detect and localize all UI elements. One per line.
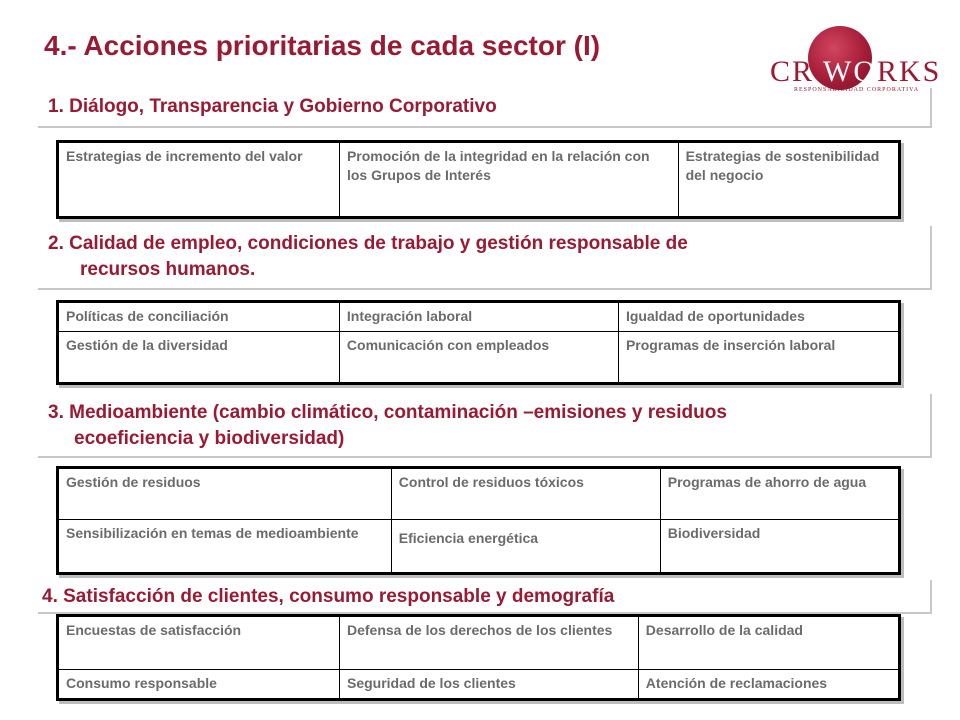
table-cell: Programas de ahorro de agua <box>660 468 899 520</box>
table-cell: Biodiversidad <box>660 520 899 574</box>
table-cell: Desarrollo de la calidad <box>638 616 899 670</box>
table-cell: Gestión de residuos <box>58 468 392 520</box>
table-cell: Integración laboral <box>339 302 618 332</box>
section-2-heading: 2. Calidad de empleo, condiciones de trabajo y gestión responsable de recursos humanos. <box>48 233 688 280</box>
table-cell: Seguridad de los clientes <box>339 670 638 700</box>
table-row <box>58 520 900 574</box>
section-1-table <box>56 140 901 219</box>
table-cell: Comunicación con empleados <box>339 332 618 384</box>
table-cell: Programas de inserción laboral <box>618 332 899 384</box>
table-cell: Sensibilización en temas de medioambiente <box>58 520 392 574</box>
table-row <box>58 670 900 700</box>
table-cell: Encuestas de satisfacción <box>58 616 340 670</box>
table-cell: Igualdad de oportunidades <box>618 302 899 332</box>
section-4-table <box>56 614 901 701</box>
section-3-heading: 3. Medioambiente (cambio climático, contaminación –emisiones y residuos ecoeficiencia y biodiversidad) <box>48 402 727 449</box>
table-row <box>58 142 900 218</box>
table-row <box>58 468 900 520</box>
table-cell: Estrategias de sostenibilidad del negocio <box>678 142 899 218</box>
table-row <box>58 616 900 670</box>
section-4-heading: 4. Satisfacción de clientes, consumo responsable y demografía <box>42 586 615 607</box>
table-row <box>58 332 900 384</box>
table-cell: Control de residuos tóxicos <box>391 468 660 520</box>
table-cell: Políticas de conciliación <box>58 302 340 332</box>
logo-tagline: RESPONSABILIDAD CORPORATIVA <box>794 87 920 93</box>
table-row <box>58 302 900 332</box>
table-cell: Atención de reclamaciones <box>638 670 899 700</box>
logo-wordmark: CR WORKS <box>770 55 942 88</box>
section-2-table <box>56 300 901 385</box>
table-cell: Promoción de la integridad en la relación con los Grupos de Interés <box>339 142 678 218</box>
table-cell: Defensa de los derechos de los clientes <box>339 616 638 670</box>
table-cell: Eficiencia energética <box>391 520 660 574</box>
table-cell: Consumo responsable <box>58 670 340 700</box>
table-cell: Gestión de la diversidad <box>58 332 340 384</box>
section-1-heading: 1. Diálogo, Transparencia y Gobierno Corporativo <box>48 96 497 117</box>
table-cell: Estrategias de incremento del valor <box>58 142 340 218</box>
page-title: 4.- Acciones prioritarias de cada sector (I) <box>44 30 601 61</box>
section-3-table <box>56 466 901 575</box>
